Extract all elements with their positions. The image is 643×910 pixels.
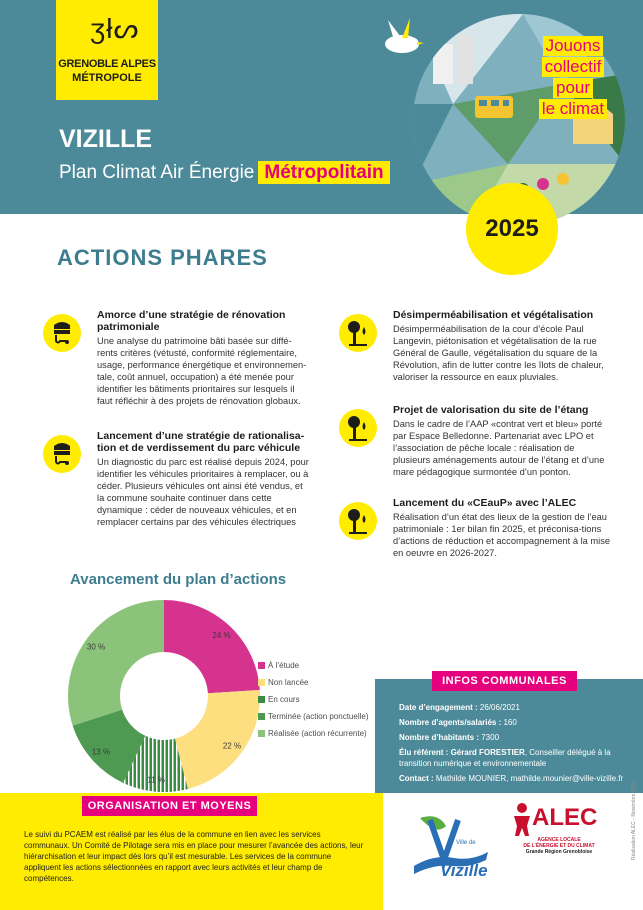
alec-line3: Grande Région Grenobloise xyxy=(525,849,593,855)
credit-text: Réalisation ALEC - Novembre 2025 xyxy=(631,781,637,860)
action-title: Projet de valorisation du site de l’étang xyxy=(393,404,589,416)
tree-water-icon xyxy=(338,408,378,448)
legend-item xyxy=(258,662,369,679)
vehicle-fleet-icon xyxy=(42,434,82,474)
alec-line2: DE L’ÉNERGIE ET DU CLIMAT xyxy=(523,843,595,849)
info-contact xyxy=(399,774,623,784)
action-item xyxy=(393,497,611,559)
vizille-logo-small: Ville de xyxy=(456,840,476,846)
section-title: ACTIONS PHARES xyxy=(57,245,268,270)
info-date-value: 26/06/2021 xyxy=(479,703,520,712)
slogan-line: collectif xyxy=(542,57,605,77)
info-contact-label: Contact : xyxy=(399,774,436,783)
organisation-label: ORGANISATION ET MOYENS xyxy=(82,796,257,816)
donut-slice-1 xyxy=(164,600,260,693)
donut-label-3: 11 % xyxy=(147,775,165,785)
tree-water-icon xyxy=(338,313,378,353)
progress-title: Avancement du plan d’actions xyxy=(70,571,287,588)
legend-swatch xyxy=(258,679,265,686)
legend-swatch xyxy=(258,713,265,720)
alec-person-icon xyxy=(510,802,534,836)
legend-label: Non lancée xyxy=(268,678,309,687)
action-item xyxy=(97,309,312,407)
info-agents xyxy=(399,718,517,728)
donut-slice-5 xyxy=(68,600,164,726)
info-elu-name: Gérard FORESTIER xyxy=(450,748,525,757)
infos-panel xyxy=(375,679,643,793)
donut-label-2: 22 % xyxy=(222,741,242,751)
info-elu-label: Élu référent : xyxy=(399,748,451,757)
action-title: Lancement d’une stratégie de rationalisa-tion et de verdissement du parc véhicule xyxy=(97,430,305,454)
progress-donut-chart xyxy=(64,596,264,796)
plan-title xyxy=(59,162,390,184)
action-item xyxy=(393,404,611,478)
donut-label-1: 24 % xyxy=(212,630,231,640)
action-text: Dans le cadre de l’AAP «contrat vert et bleu» porté par Espace Belledonne. Partenariat avec LPO et l’association de pêche locale : réalisation de plusieurs aménagements autour de l’étang et d’une mare pédagogique surmontée d’un ponton. xyxy=(393,419,605,477)
action-text: Désimperméabilisation de la cour d’école Paul Langevin, piétonisation et végétalisation de la rue Général de Gaulle, végétalisation du square de la Révolution, afin de lutter contre les îlots de chaleur, valoriser la ressource en eaux pluviales. xyxy=(393,324,604,382)
legend-label: À l’étude xyxy=(268,661,300,670)
vizille-logo xyxy=(410,808,492,880)
logo-line2: MÉTROPOLE xyxy=(72,72,142,84)
info-date xyxy=(399,703,520,713)
info-elu-role2: transition numérique et environnementale xyxy=(399,759,547,768)
info-elu-role: , Conseiller délégué à la xyxy=(524,748,611,757)
metropole-logo-icon: ʒłᔕ xyxy=(90,13,140,44)
info-agents-label: Nombre d’agents/salariés : xyxy=(399,718,504,727)
action-text: Un diagnostic du parc est réalisé depuis 2024, pour identifier les véhicules prioritaires à remplacer, ou à céder. Plusieurs véhicules ont ainsi été vendus, et la commune souhaite continuer dans cette dynamique : céder de nouveaux véhicules, et en remplacer certains par des véhicules électriques xyxy=(97,457,309,527)
action-text: Une analyse du patrimoine bâti basée sur diffé-rents critères (vétusté, conformité réglementaire, usage, performance énergétique et environnemen-tale, coût annuel, occupation) a été menée pour identifier les bâtiments prioritaires sur lesquels il faut réfléchir à des projets de rénovation globaux. xyxy=(97,336,307,406)
vizille-logo-text: Vizille xyxy=(440,861,488,880)
info-habitants xyxy=(399,733,499,743)
year-badge: 2025 xyxy=(466,183,558,275)
legend-item xyxy=(258,696,369,713)
legend-swatch xyxy=(258,662,265,669)
organisation-text: Le suivi du PCAEM est réalisé par les élus de la commune en lien avec les services communaux. Un Comité de Pilotage sera mis en place pour mesurer l’avancée des actions, leur hiérarchisation et leur impact dès lors qu’il est mesurable. Les services de la commune appliquent les actions sélectionnées en rapport avec leurs activités et leur champ de compétences. xyxy=(24,830,364,883)
alec-line1: AGENCE LOCALE xyxy=(537,837,581,843)
slogan-line: pour xyxy=(553,78,593,98)
info-habitants-value: 7300 xyxy=(481,733,500,742)
info-date-label: Date d’engagement : xyxy=(399,703,480,712)
info-agents-value: 160 xyxy=(503,718,517,727)
action-title: Désimperméabilisation et végétalisation xyxy=(393,309,594,321)
alec-name: ALEC xyxy=(532,804,598,831)
plan-title-highlight: Métropolitain xyxy=(258,161,389,184)
alec-tagline xyxy=(516,837,602,855)
legend-swatch xyxy=(258,730,265,737)
legend-label: Terminée (action ponctuelle) xyxy=(268,712,369,721)
legend-item xyxy=(258,713,369,730)
legend-label: Réalisée (action récurrente) xyxy=(268,729,367,738)
action-text: Réalisation d’un état des lieux de la gestion de l’eau patrimoniale : 1er bilan fin 2025, et préconisa-tions d’actions de réduction et accompagnement à la mise en oeuvre en 2026-2027. xyxy=(393,512,611,558)
tree-water-icon xyxy=(338,501,378,541)
logo-line1: GRENOBLE ALPES xyxy=(58,58,156,70)
bird-icon xyxy=(376,14,426,56)
slogan-line: Jouons xyxy=(543,36,604,56)
legend-item xyxy=(258,679,369,696)
slogan-line: le climat xyxy=(539,99,607,119)
info-elu xyxy=(399,748,611,758)
action-item xyxy=(393,309,611,383)
plan-title-prefix: Plan Climat Air Énergie xyxy=(59,162,255,183)
action-title: Lancement du «CEauP» avec l’ALEC xyxy=(393,497,577,509)
legend-swatch xyxy=(258,696,265,703)
legend-item xyxy=(258,730,369,747)
infos-label: INFOS COMMUNALES xyxy=(432,671,577,691)
donut-slice-2 xyxy=(175,690,260,789)
alec-logo xyxy=(504,800,604,895)
donut-label-4: 13 % xyxy=(91,747,111,757)
action-title: Amorce d’une stratégie de rénovation patrimoniale xyxy=(97,309,286,333)
donut-label-5: 30 % xyxy=(86,642,106,652)
building-renovation-icon xyxy=(42,313,82,353)
city-name: VIZILLE xyxy=(59,125,153,153)
metropole-logo xyxy=(56,0,158,100)
info-habitants-label: Nombre d’habitants : xyxy=(399,733,482,742)
legend-label: En cours xyxy=(268,695,300,704)
slogan xyxy=(528,36,618,120)
action-item xyxy=(97,430,312,528)
chart-legend xyxy=(258,662,369,747)
info-contact-value: Mathilde MOUNIER, mathilde.mounier@ville-vizille.fr xyxy=(435,774,624,783)
